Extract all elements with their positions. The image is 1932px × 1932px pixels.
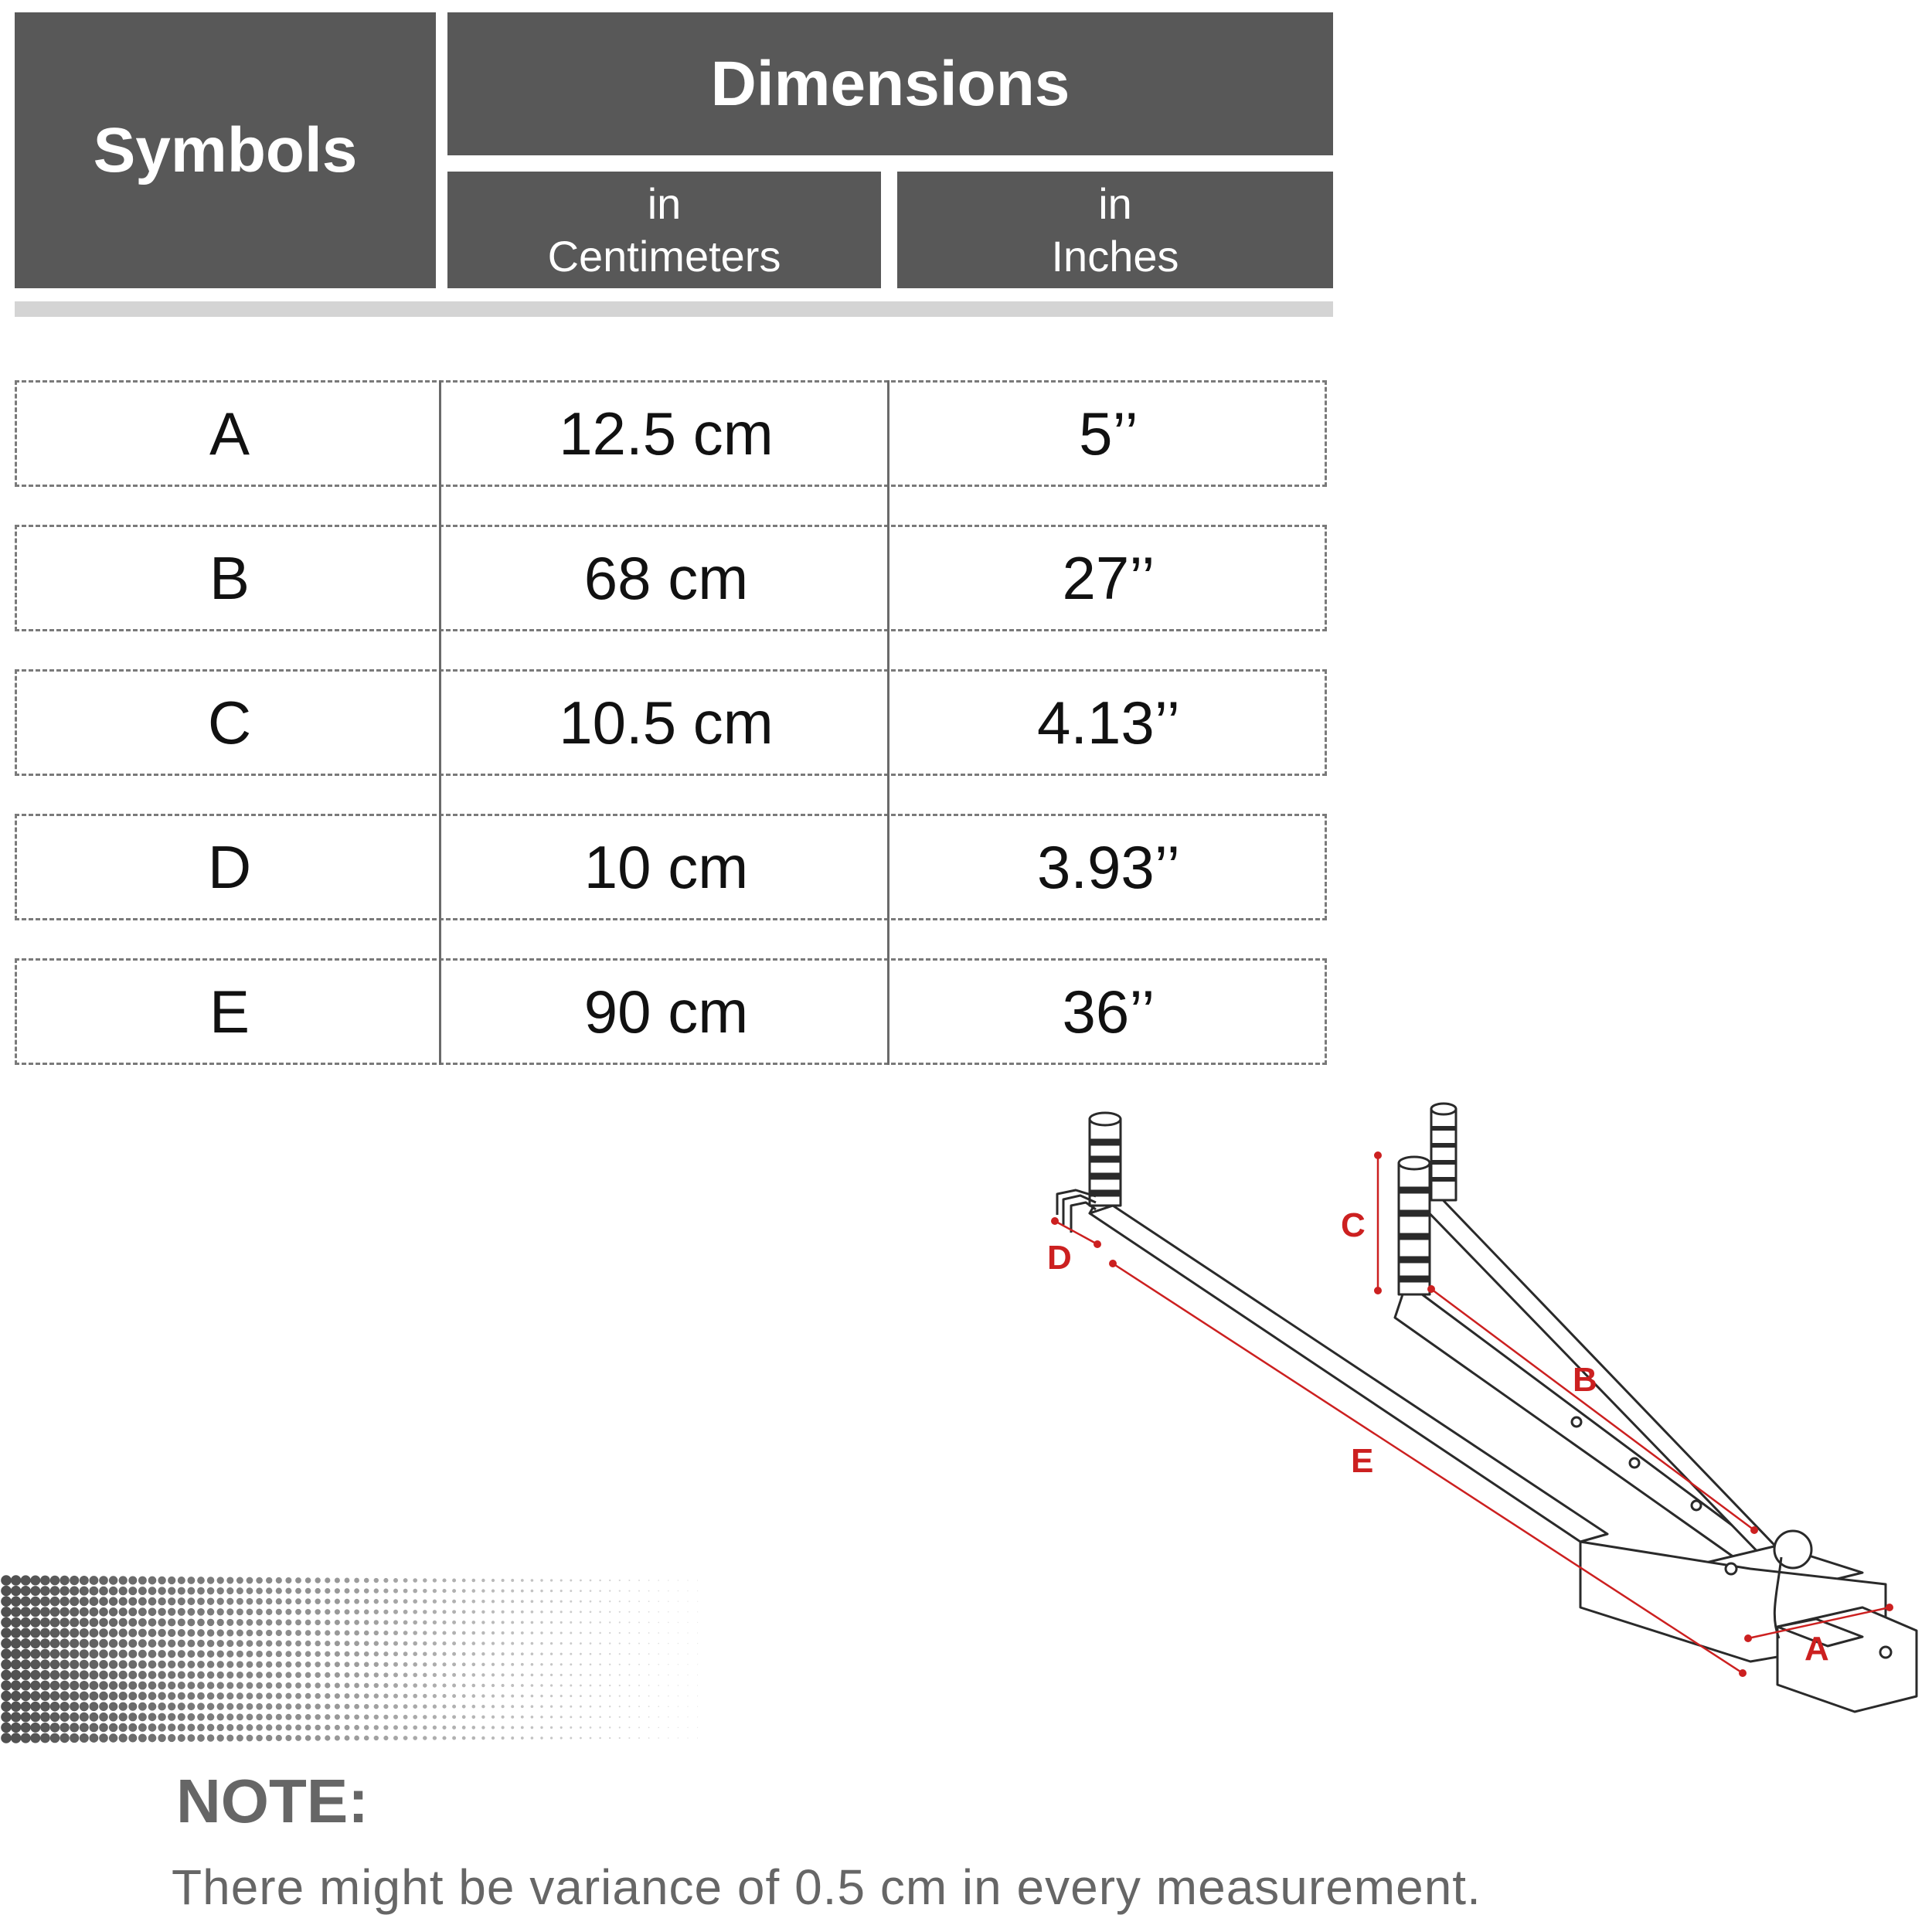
header-cm-label: Centimeters [547, 231, 781, 281]
symbol-cell: C [207, 688, 252, 757]
header-symbols: Symbols [15, 12, 436, 288]
header-inches [897, 172, 1333, 288]
diagram-label-c: C [1341, 1206, 1366, 1244]
symbol-cell: E [209, 977, 250, 1046]
table-row [15, 814, 1327, 920]
inch-cell: 5’’ [1079, 399, 1138, 468]
note-title: NOTE: [176, 1767, 369, 1835]
column-divider [439, 380, 441, 1065]
dimension-line-b [1431, 1289, 1754, 1530]
inch-cell: 4.13’’ [1036, 688, 1181, 757]
diagram-label-a: A [1804, 1630, 1829, 1668]
rack-dimension-diagram [1020, 1090, 1932, 1731]
cm-cell: 12.5 cm [559, 399, 774, 468]
symbol-cell: D [207, 832, 252, 901]
symbol-cell: B [209, 543, 250, 612]
cm-cell: 10.5 cm [559, 688, 774, 757]
table-row [15, 380, 1327, 487]
cm-cell: 90 cm [583, 977, 749, 1046]
cm-cell: 68 cm [583, 543, 749, 612]
header-dimensions: Dimensions [447, 12, 1333, 155]
inch-cell: 27’’ [1062, 543, 1155, 612]
table-row [15, 669, 1327, 776]
table-row [15, 958, 1327, 1065]
header-in-prefix: in [1098, 179, 1132, 228]
inch-cell: 36’’ [1062, 977, 1155, 1046]
table-row [15, 525, 1327, 631]
header-cm-prefix: in [647, 179, 682, 228]
right-peg-back [1431, 1109, 1456, 1200]
header-separator [15, 301, 1333, 317]
note-text: There might be variance of 0.5 cm in every measurement. [172, 1859, 1481, 1915]
diagram-label-b: B [1573, 1361, 1597, 1399]
cm-cell: 10 cm [583, 832, 749, 901]
header-centimeters [447, 172, 881, 288]
right-peg-front [1399, 1163, 1430, 1294]
header-in-label: Inches [1051, 231, 1179, 281]
inch-cell: 3.93’’ [1036, 832, 1181, 901]
diagram-label-d: D [1047, 1239, 1072, 1277]
diagram-label-e: E [1351, 1442, 1374, 1480]
column-divider [887, 380, 889, 1065]
symbol-cell: A [209, 399, 250, 468]
halftone-dots-decoration [0, 1573, 711, 1750]
